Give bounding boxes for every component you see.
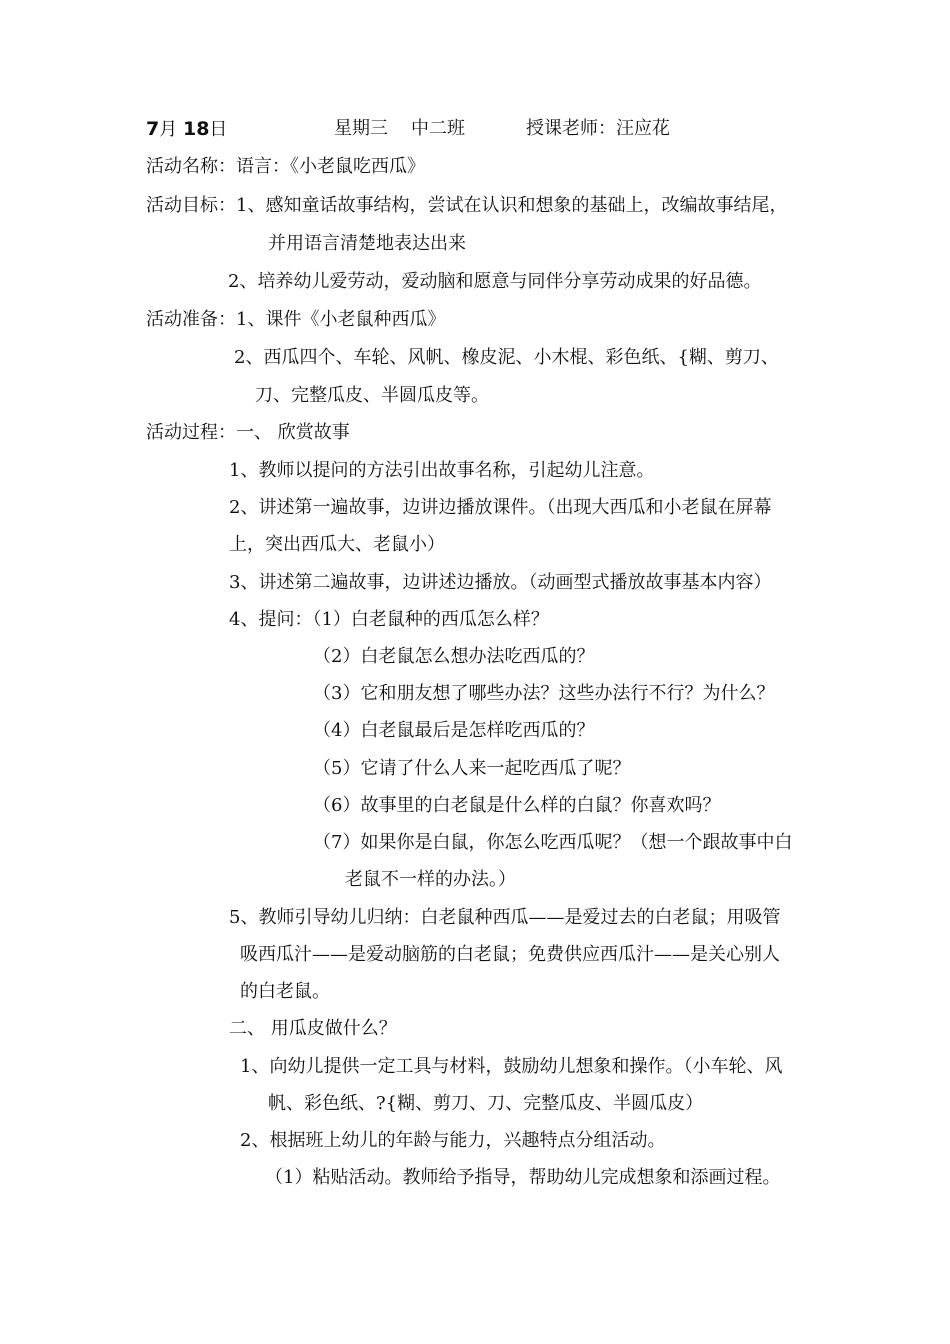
prep-line-3: 刀、完整瓜皮、半圆瓜皮等。	[255, 385, 489, 406]
question-7b: 老鼠不一样的办法。）	[345, 869, 516, 890]
part-2-title: 二、 用瓜皮做什么？	[229, 1018, 397, 1039]
header-day: 18	[182, 118, 210, 140]
question-5: （5）它请了什么人来一起吃西瓜了呢？	[313, 758, 631, 779]
question-7a: （7）如果你是白鼠，你怎么吃西瓜呢？（想一个跟故事中白	[313, 832, 793, 853]
process-step-3: 3、讲述第二遍故事，边讲述边播放。（动画型式播放故事基本内容）	[229, 572, 772, 593]
header-day-unit: 日	[209, 119, 228, 140]
header-month-unit: 月	[159, 119, 178, 140]
header-line	[146, 117, 227, 142]
process-step-2b: 上，突出西瓜大、老鼠小）	[229, 534, 445, 555]
goal-line-1: 活动目标：1、感知童话故事结构，尝试在认识和想象的基础上，改编故事结尾，	[146, 195, 788, 216]
goal-line-2: 并用语言清楚地表达出来	[268, 233, 466, 254]
header-month: 7	[146, 118, 160, 140]
question-6: （6）故事里的白老鼠是什么样的白鼠？你喜欢吗？	[313, 795, 721, 816]
question-2: （2）白老鼠怎么想办法吃西瓜的？	[313, 646, 595, 667]
goal-line-3: 2、培养幼儿爱劳动，爱动脑和愿意与同伴分享劳动成果的好品德。	[228, 271, 762, 292]
process-step-1: 1、教师以提问的方法引出故事名称，引起幼儿注意。	[229, 460, 655, 481]
process-step-5c: 的白老鼠。	[240, 981, 330, 1002]
question-1: 4、提问：（1）白老鼠种的西瓜怎么样？	[229, 609, 549, 630]
process-step-5a: 5、教师引导幼儿归纳：白老鼠种西瓜——是爱过去的白老鼠；用吸管	[229, 907, 781, 928]
part-2-step-1b: 帆、彩色纸、?{糊、剪刀、刀、完整瓜皮、半圆瓜皮）	[268, 1093, 704, 1114]
question-4: （4）白老鼠最后是怎样吃西瓜的？	[313, 720, 595, 741]
part-2-step-2: 2、根据班上幼儿的年龄与能力，兴趣特点分组活动。	[240, 1130, 666, 1151]
part-2-step-2-1: （1）粘贴活动。教师给予指导，帮助幼儿完成想象和添画过程。	[265, 1167, 781, 1188]
part-2-step-1a: 1、向幼儿提供一定工具与材料，鼓励幼儿想象和操作。（小车轮、风	[240, 1056, 783, 1077]
question-3: （3）它和朋友想了哪些办法？这些办法行不行？为什么？	[313, 683, 775, 704]
header-class: 中二班	[411, 118, 465, 139]
header-teacher: 授课老师：汪应花	[526, 118, 670, 139]
prep-line-1: 活动准备：1、课件《小老鼠种西瓜》	[146, 309, 446, 330]
header-weekday: 星期三	[334, 118, 388, 139]
process-title: 活动过程：一、 欣赏故事	[146, 422, 350, 443]
process-step-5b: 吸西瓜汁——是爱动脑筋的白老鼠；免费供应西瓜汁——是关心别人	[240, 944, 780, 965]
activity-name: 活动名称：语言：《小老鼠吃西瓜》	[146, 156, 425, 177]
process-step-2a: 2、讲述第一遍故事，边讲边播放课件。（出现大西瓜和小老鼠在屏幕	[229, 497, 772, 518]
prep-line-2: 2、西瓜四个、车轮、风帆、橡皮泥、小木棍、彩色纸、{糊、剪刀、	[234, 347, 779, 368]
